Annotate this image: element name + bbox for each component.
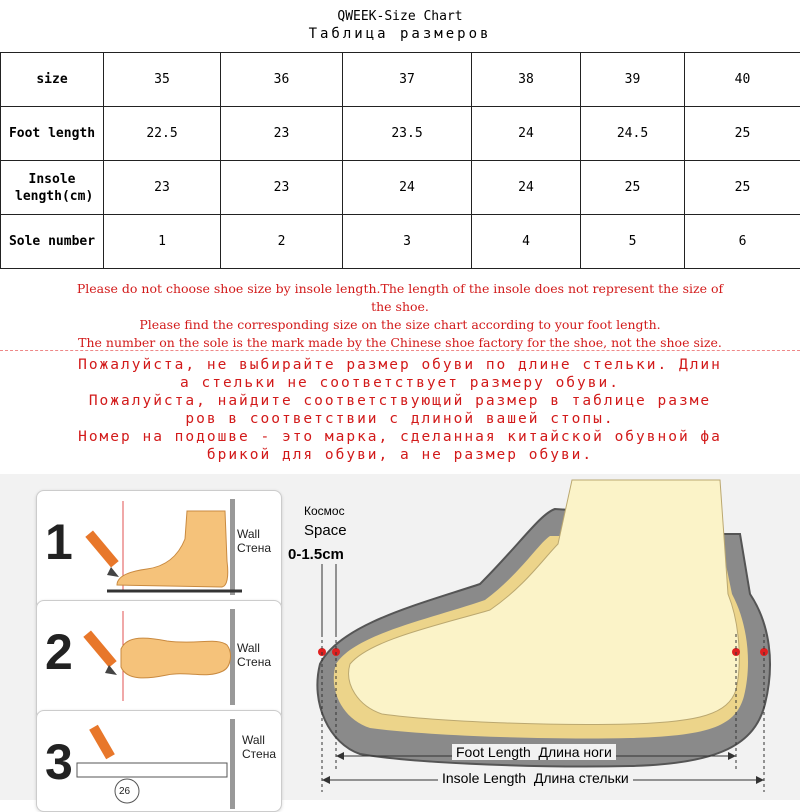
notice-line: Please do not choose shoe size by insole length.The length of the insole does not represent the size of bbox=[0, 280, 800, 298]
table-cell: 6 bbox=[685, 215, 800, 269]
ruler-number: 26 bbox=[119, 785, 130, 799]
chart-title-block bbox=[0, 8, 800, 43]
table-cell: 1 bbox=[104, 215, 221, 269]
ruler-illustration bbox=[37, 711, 281, 811]
wall-label: Wall Стена bbox=[237, 641, 271, 669]
notice-line: а стельки не соответствует размеру обуви. bbox=[0, 374, 800, 392]
table-cell: 24 bbox=[343, 161, 472, 215]
table-cell: 25 bbox=[685, 107, 800, 161]
table-row bbox=[1, 107, 800, 161]
chart-title-ru: Таблица размеров bbox=[0, 25, 800, 43]
notice-line: the shoe. bbox=[0, 298, 800, 316]
table-cell: 23 bbox=[221, 161, 343, 215]
table-cell: 25 bbox=[685, 161, 800, 215]
table-cell: 40 bbox=[685, 53, 800, 107]
measure-instructions-panel bbox=[0, 474, 800, 800]
insole-length-label: Insole Length Длина стельки bbox=[438, 770, 633, 786]
space-label-ru: Космос bbox=[304, 504, 345, 518]
table-cell: 22.5 bbox=[104, 107, 221, 161]
notice-line: Пожалуйста, не выбирайте размер обуви по длине стельки. Длин bbox=[0, 356, 800, 374]
row-label: Insole length(cm) bbox=[1, 161, 104, 215]
table-cell: 2 bbox=[221, 215, 343, 269]
step-number: 2 bbox=[45, 623, 73, 681]
table-cell: 38 bbox=[472, 53, 581, 107]
table-cell: 24 bbox=[472, 107, 581, 161]
table-cell: 37 bbox=[343, 53, 472, 107]
notice-line: Номер на подошве - это марка, сделанная китайской обувной фа bbox=[0, 428, 800, 446]
size-table bbox=[0, 52, 800, 269]
divider bbox=[0, 350, 800, 351]
table-cell: 23 bbox=[221, 107, 343, 161]
step-3-card bbox=[36, 710, 282, 812]
foot-length-label: Foot Length Длина ноги bbox=[452, 744, 616, 760]
table-cell: 25 bbox=[581, 161, 685, 215]
table-cell: 24.5 bbox=[581, 107, 685, 161]
table-cell: 24 bbox=[472, 161, 581, 215]
table-cell: 36 bbox=[221, 53, 343, 107]
step-number: 1 bbox=[45, 513, 73, 571]
notice-line: ров в соответствии с длиной вашей стопы. bbox=[0, 410, 800, 428]
table-cell: 3 bbox=[343, 215, 472, 269]
notice-line: Please find the corresponding size on the size chart according to your foot length. bbox=[0, 316, 800, 334]
step-2-card bbox=[36, 600, 282, 720]
table-row bbox=[1, 53, 800, 107]
table-row bbox=[1, 161, 800, 215]
notice-line: Пожалуйста, найдите соответствующий размер в таблице разме bbox=[0, 392, 800, 410]
notice-line: The number on the sole is the mark made by the Chinese shoe factory for the shoe, not the shoe size. bbox=[0, 334, 800, 352]
table-cell: 35 bbox=[104, 53, 221, 107]
row-label: Foot length bbox=[1, 107, 104, 161]
wall-label: Wall Стена bbox=[242, 733, 276, 761]
space-label-en: Space bbox=[304, 522, 347, 539]
table-cell: 5 bbox=[581, 215, 685, 269]
notice-line: брикой для обуви, а не размер обуви. bbox=[0, 446, 800, 464]
notice-russian bbox=[0, 356, 800, 464]
row-label: size bbox=[1, 53, 104, 107]
table-cell: 23.5 bbox=[343, 107, 472, 161]
table-row bbox=[1, 215, 800, 269]
table-cell: 23 bbox=[104, 161, 221, 215]
row-label: Sole number bbox=[1, 215, 104, 269]
chart-title-en: QWEEK-Size Chart bbox=[0, 8, 800, 25]
notice-english bbox=[0, 280, 800, 352]
table-cell: 4 bbox=[472, 215, 581, 269]
wall-label: Wall Стена bbox=[237, 527, 271, 555]
table-cell: 39 bbox=[581, 53, 685, 107]
step-1-card bbox=[36, 490, 282, 610]
step-number: 3 bbox=[45, 733, 73, 791]
space-range: 0-1.5cm bbox=[288, 546, 344, 563]
